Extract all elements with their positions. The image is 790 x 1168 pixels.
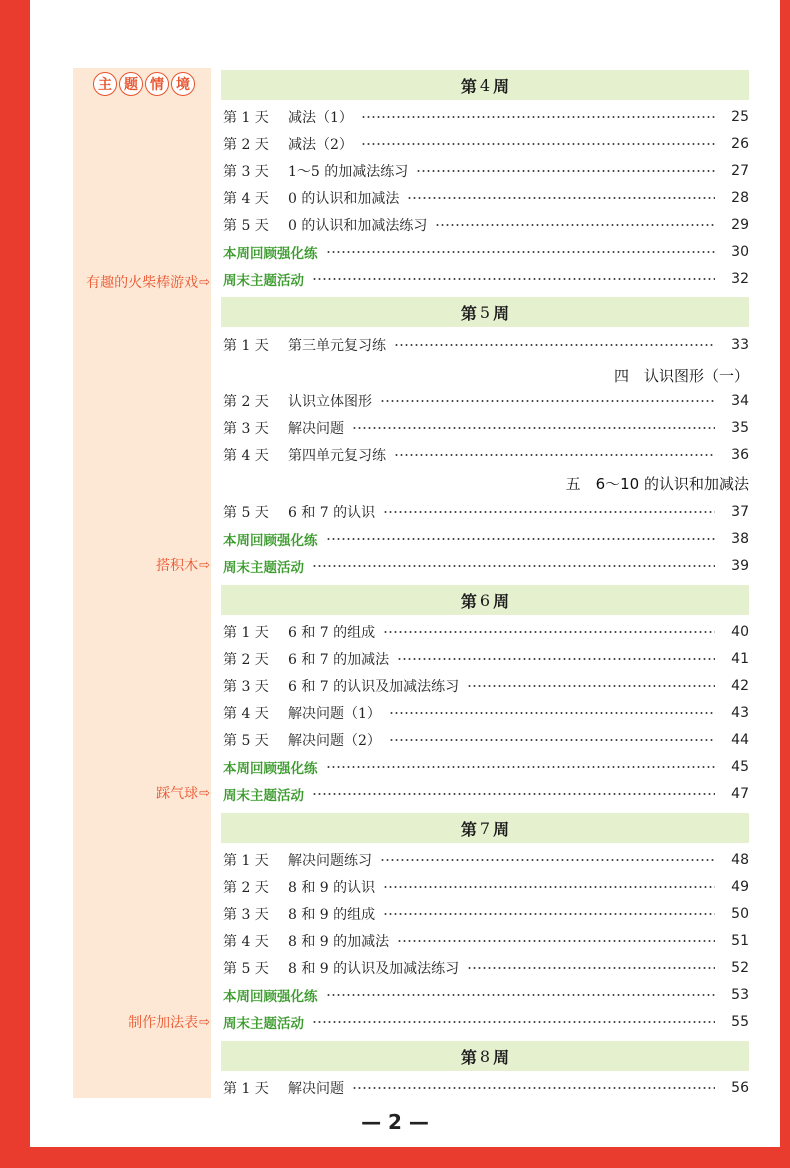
entry-page: 27 <box>731 163 749 179</box>
arrow-right-icon: ⇨ <box>199 1014 210 1030</box>
toc-entry[interactable] <box>223 160 749 182</box>
entry-topic: 第三单元复习练 <box>288 338 386 354</box>
entry-topic: 本周回顾强化练 <box>223 761 318 777</box>
toc-entry[interactable] <box>223 334 749 356</box>
entry-day: 第 1 天 <box>223 110 269 126</box>
entry-page: 43 <box>731 705 749 721</box>
entry-topic: 解决问题 <box>288 421 344 437</box>
entry-day: 第 3 天 <box>223 164 269 180</box>
toc-entry[interactable] <box>223 621 749 643</box>
entry-day: 第 4 天 <box>223 191 269 207</box>
leader-dots <box>312 793 715 795</box>
week-prefix: 第 <box>460 76 477 96</box>
entry-page: 52 <box>731 960 749 976</box>
entry-topic: 1～5 的加减法练习 <box>288 164 409 180</box>
toc-entry-review[interactable] <box>223 756 749 778</box>
entry-day: 第 5 天 <box>223 505 269 521</box>
toc-entry[interactable] <box>223 214 749 236</box>
entry-day: 第 4 天 <box>223 448 269 464</box>
arrow-right-icon: ⇨ <box>199 557 210 573</box>
entry-topic: 本周回顾强化练 <box>223 533 318 549</box>
unit-heading: 五 6～10 的认识和加减法 <box>565 475 749 493</box>
toc-entry[interactable] <box>223 444 749 466</box>
theme-label <box>128 1012 210 1032</box>
entry-topic: 0 的认识和加减法练习 <box>288 218 428 234</box>
theme-label <box>156 555 210 575</box>
entry-day: 第 3 天 <box>223 421 269 437</box>
toc-entry[interactable] <box>223 1077 749 1099</box>
toc-entry[interactable] <box>223 675 749 697</box>
toc-entry[interactable] <box>223 849 749 871</box>
entry-page: 49 <box>731 879 749 895</box>
entry-page: 33 <box>731 337 749 353</box>
toc-entry[interactable] <box>223 106 749 128</box>
week-suffix: 周 <box>493 591 510 611</box>
entry-day: 第 1 天 <box>223 625 269 641</box>
entry-page: 44 <box>731 732 749 748</box>
arrow-right-icon: ⇨ <box>199 274 210 290</box>
entry-topic: 6 和 7 的加减法 <box>288 652 390 668</box>
toc-entry-activity[interactable] <box>223 1011 749 1033</box>
toc-entry-review[interactable] <box>223 241 749 263</box>
toc-entry[interactable] <box>223 957 749 979</box>
leader-dots <box>383 886 715 888</box>
entry-day: 第 4 天 <box>223 706 269 722</box>
toc-entry[interactable] <box>223 187 749 209</box>
toc-entry-review[interactable] <box>223 984 749 1006</box>
entry-topic: 第四单元复习练 <box>288 448 386 464</box>
entry-page: 26 <box>731 136 749 152</box>
leader-dots <box>361 143 715 145</box>
sidebar-title-char: 题 <box>119 72 143 96</box>
leader-dots <box>394 454 715 456</box>
entry-topic: 8 和 9 的认识 <box>288 880 376 896</box>
entry-page: 39 <box>731 558 749 574</box>
leader-dots <box>380 400 715 402</box>
leader-dots <box>397 940 715 942</box>
entry-day: 第 1 天 <box>223 338 269 354</box>
unit-heading: 四 认识图形（一） <box>613 367 749 385</box>
entry-page: 56 <box>731 1080 749 1096</box>
entry-topic: 周末主题活动 <box>223 273 304 289</box>
entry-topic: 本周回顾强化练 <box>223 246 318 262</box>
entry-topic: 减法（2） <box>288 137 353 153</box>
week-prefix: 第 <box>460 591 477 611</box>
entry-topic: 解决问题练习 <box>288 853 372 869</box>
entry-day: 第 3 天 <box>223 679 269 695</box>
leader-dots <box>467 967 715 969</box>
week-header <box>221 70 749 100</box>
entry-topic: 6 和 7 的认识及加减法练习 <box>288 679 460 695</box>
toc-entry-review[interactable] <box>223 528 749 550</box>
entry-page: 41 <box>731 651 749 667</box>
week-suffix: 周 <box>493 819 510 839</box>
entry-day: 第 5 天 <box>223 961 269 977</box>
leader-dots <box>389 739 715 741</box>
sidebar-title-char: 情 <box>145 72 169 96</box>
entry-topic: 解决问题 <box>288 1081 344 1097</box>
toc-entry[interactable] <box>223 501 749 523</box>
entry-page: 30 <box>731 244 749 260</box>
leader-dots <box>389 712 715 714</box>
sidebar-title-char: 境 <box>171 72 195 96</box>
entry-day: 第 5 天 <box>223 733 269 749</box>
week-header <box>221 297 749 327</box>
entry-day: 第 4 天 <box>223 934 269 950</box>
toc-entry[interactable] <box>223 417 749 439</box>
theme-label <box>86 272 210 292</box>
leader-dots <box>312 1021 715 1023</box>
entry-topic: 周末主题活动 <box>223 560 304 576</box>
toc-entry-activity[interactable] <box>223 783 749 805</box>
week-prefix: 第 <box>460 1047 477 1067</box>
arrow-right-icon: ⇨ <box>199 785 210 801</box>
entry-page: 40 <box>731 624 749 640</box>
theme-label <box>156 783 210 803</box>
week-number: 4 <box>479 75 491 95</box>
entry-day: 第 5 天 <box>223 218 269 234</box>
entry-day: 第 1 天 <box>223 1081 269 1097</box>
theme-text: 制作加法表 <box>128 1015 199 1031</box>
entry-page: 42 <box>731 678 749 694</box>
week-number: 8 <box>479 1046 491 1066</box>
toc-entry[interactable] <box>223 648 749 670</box>
leader-dots <box>380 859 715 861</box>
theme-sidebar <box>73 68 211 1098</box>
entry-topic: 6 和 7 的认识 <box>288 505 376 521</box>
entry-page: 37 <box>731 504 749 520</box>
entry-topic: 8 和 9 的加减法 <box>288 934 390 950</box>
toc-entry[interactable] <box>223 876 749 898</box>
week-suffix: 周 <box>493 76 510 96</box>
entry-page: 47 <box>731 786 749 802</box>
theme-text: 搭积木 <box>156 558 199 574</box>
entry-page: 28 <box>731 190 749 206</box>
entry-page: 51 <box>731 933 749 949</box>
entry-day: 第 2 天 <box>223 394 269 410</box>
toc-entry-activity[interactable] <box>223 268 749 290</box>
leader-dots <box>361 116 715 118</box>
entry-page: 48 <box>731 852 749 868</box>
week-header <box>221 585 749 615</box>
entry-topic: 本周回顾强化练 <box>223 989 318 1005</box>
week-number: 6 <box>479 590 491 610</box>
entry-topic: 周末主题活动 <box>223 788 304 804</box>
leader-dots <box>326 994 716 996</box>
week-suffix: 周 <box>493 1047 510 1067</box>
leader-dots <box>407 197 715 199</box>
entry-topic: 解决问题（1） <box>288 706 381 722</box>
leader-dots <box>416 170 715 172</box>
leader-dots <box>352 1087 715 1089</box>
entry-day: 第 2 天 <box>223 652 269 668</box>
entry-page: 34 <box>731 393 749 409</box>
leader-dots <box>435 224 715 226</box>
entry-page: 38 <box>731 531 749 547</box>
leader-dots <box>326 538 716 540</box>
page-number: — 2 — <box>361 1110 429 1134</box>
week-prefix: 第 <box>460 819 477 839</box>
toc-entry-activity[interactable] <box>223 555 749 577</box>
leader-dots <box>467 685 715 687</box>
entry-page: 29 <box>731 217 749 233</box>
entry-day: 第 2 天 <box>223 137 269 153</box>
sidebar-title-char: 主 <box>93 72 117 96</box>
entry-page: 53 <box>731 987 749 1003</box>
leader-dots <box>383 913 715 915</box>
entry-page: 55 <box>731 1014 749 1030</box>
toc-entry[interactable] <box>223 390 749 412</box>
entry-topic: 8 和 9 的组成 <box>288 907 376 923</box>
leader-dots <box>326 251 716 253</box>
sidebar-title <box>93 72 195 98</box>
leader-dots <box>394 344 715 346</box>
leader-dots <box>312 278 715 280</box>
leader-dots <box>383 511 715 513</box>
theme-text: 有趣的火柴棒游戏 <box>86 275 199 291</box>
week-suffix: 周 <box>493 303 510 323</box>
entry-topic: 0 的认识和加减法 <box>288 191 400 207</box>
toc-entry[interactable] <box>223 903 749 925</box>
toc-entry[interactable] <box>223 133 749 155</box>
entry-page: 36 <box>731 447 749 463</box>
entry-topic: 减法（1） <box>288 110 353 126</box>
entry-day: 第 3 天 <box>223 907 269 923</box>
theme-text: 踩气球 <box>156 786 199 802</box>
toc-entry[interactable] <box>223 729 749 751</box>
entry-topic: 认识立体图形 <box>288 394 372 410</box>
entry-page: 45 <box>731 759 749 775</box>
week-header <box>221 813 749 843</box>
entry-topic: 6 和 7 的组成 <box>288 625 376 641</box>
leader-dots <box>352 427 715 429</box>
entry-day: 第 2 天 <box>223 880 269 896</box>
leader-dots <box>312 565 715 567</box>
week-number: 7 <box>479 818 491 838</box>
entry-topic: 周末主题活动 <box>223 1016 304 1032</box>
entry-page: 32 <box>731 271 749 287</box>
entry-page: 35 <box>731 420 749 436</box>
week-header <box>221 1041 749 1071</box>
leader-dots <box>326 766 716 768</box>
week-prefix: 第 <box>460 303 477 323</box>
week-number: 5 <box>479 302 491 322</box>
entry-day: 第 1 天 <box>223 853 269 869</box>
entry-page: 50 <box>731 906 749 922</box>
leader-dots <box>397 658 715 660</box>
leader-dots <box>383 631 715 633</box>
entry-topic: 8 和 9 的认识及加减法练习 <box>288 961 460 977</box>
toc-entry[interactable] <box>223 702 749 724</box>
toc-entry[interactable] <box>223 930 749 952</box>
entry-topic: 解决问题（2） <box>288 733 381 749</box>
entry-page: 25 <box>731 109 749 125</box>
